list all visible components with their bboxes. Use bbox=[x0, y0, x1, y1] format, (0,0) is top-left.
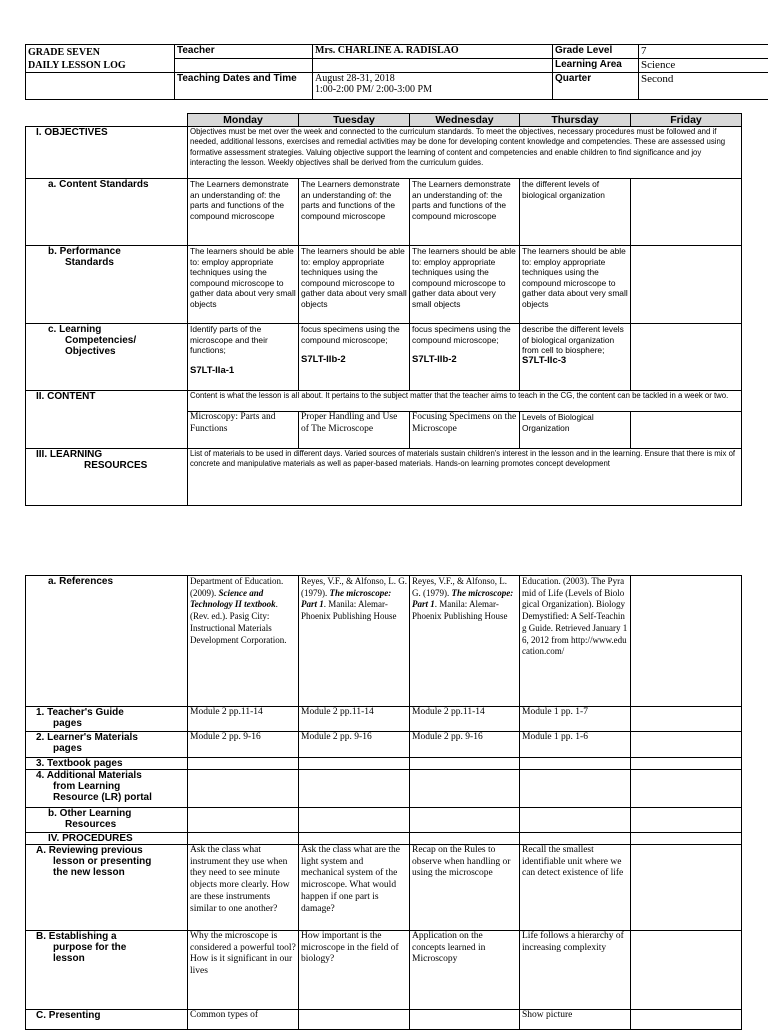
procedures-label: IV. PROCEDURES bbox=[26, 833, 188, 845]
performance-tuesday: The learners should be able to: employ appropriate techniques using the compound microscope to gather data about very small objects bbox=[299, 246, 410, 324]
tg-tuesday: Module 2 pp.11-14 bbox=[299, 707, 410, 732]
other-resources-label-line1: b. Other Learning bbox=[48, 808, 185, 819]
teacher-name: Mrs. CHARLINE A. RADISLAO bbox=[313, 45, 553, 59]
references-tuesday bbox=[299, 576, 410, 707]
learning-area-label: Learning Area bbox=[553, 59, 639, 73]
ref-wednesday-post: . Manila: Alemar-Phoenix Publishing House bbox=[412, 599, 508, 621]
objectives-label: I. OBJECTIVES bbox=[26, 127, 188, 179]
teachers-guide-label bbox=[26, 707, 188, 732]
header-table bbox=[25, 44, 768, 100]
tb-thursday bbox=[520, 758, 631, 770]
tg-monday: Module 2 pp.11-14 bbox=[188, 707, 299, 732]
proc-tuesday bbox=[299, 833, 410, 845]
content-standards-tuesday: The Learners demonstrate an understanding of: the parts and functions of the compound microscope bbox=[299, 179, 410, 246]
grade-level-label: Grade Level bbox=[553, 45, 639, 59]
teacher-label: Teacher bbox=[175, 45, 313, 59]
reviewing-friday bbox=[631, 845, 742, 931]
ref-tuesday-post: . Manila: Alemar-Phoenix Publishing House bbox=[301, 599, 397, 621]
dates-label: Teaching Dates and Time bbox=[175, 73, 313, 100]
establishing-friday bbox=[631, 931, 742, 1010]
textbook-pages-label: 3. Textbook pages bbox=[26, 758, 188, 770]
reviewing-label-line1: A. Reviewing previous bbox=[36, 845, 185, 856]
content-monday: Microscopy: Parts and Functions bbox=[188, 412, 299, 449]
content-standards-monday: The Learners demonstrate an understanding of: the parts and functions of the compound microscope bbox=[188, 179, 299, 246]
learners-materials-label bbox=[26, 732, 188, 758]
learning-resources-label bbox=[26, 449, 188, 506]
performance-label-line2: Standards bbox=[48, 257, 185, 268]
reviewing-wednesday: Recap on the Rules to observe when handling or using the microscope bbox=[410, 845, 520, 931]
additional-materials-label bbox=[26, 770, 188, 808]
content-label: II. CONTENT bbox=[26, 391, 188, 449]
tb-tuesday bbox=[299, 758, 410, 770]
presenting-friday bbox=[631, 1010, 742, 1030]
competency-tuesday-code: S7LT-IIb-2 bbox=[301, 355, 407, 366]
ref-monday-title: Science and Technology II textbook bbox=[190, 588, 276, 610]
performance-label-line1: b. Performance bbox=[48, 246, 185, 257]
day-header-blank bbox=[26, 114, 188, 127]
establishing-label bbox=[26, 931, 188, 1010]
presenting-wednesday bbox=[410, 1010, 520, 1030]
tg-friday bbox=[631, 707, 742, 732]
lesson-log-table-2 bbox=[25, 575, 742, 1030]
dates-value bbox=[313, 73, 553, 100]
references-wednesday bbox=[410, 576, 520, 707]
competency-thursday bbox=[520, 324, 631, 391]
day-friday: Friday bbox=[631, 114, 742, 127]
presenting-label: C. Presenting bbox=[26, 1010, 188, 1030]
proc-thursday bbox=[520, 833, 631, 845]
or-thursday bbox=[520, 808, 631, 833]
establishing-label-line3: lesson bbox=[36, 953, 185, 964]
day-tuesday: Tuesday bbox=[299, 114, 410, 127]
competency-tuesday bbox=[299, 324, 410, 391]
tb-monday bbox=[188, 758, 299, 770]
competency-friday bbox=[631, 324, 742, 391]
learning-resources-label-line1: III. LEARNING bbox=[36, 449, 185, 460]
presenting-tuesday bbox=[299, 1010, 410, 1030]
or-friday bbox=[631, 808, 742, 833]
or-monday bbox=[188, 808, 299, 833]
additional-materials-label-line3: Resource (LR) portal bbox=[36, 792, 185, 803]
school-title-line2: DAILY LESSON LOG bbox=[28, 59, 172, 72]
content-standards-wednesday: The Learners demonstrate an understanding of: the parts and functions of the compound microscope bbox=[410, 179, 520, 246]
am-friday bbox=[631, 770, 742, 808]
or-tuesday bbox=[299, 808, 410, 833]
establishing-label-line1: B. Establishing a bbox=[36, 931, 185, 942]
competency-monday-code: S7LT-IIa-1 bbox=[190, 366, 296, 377]
competency-thursday-code: S7LT-IIc-3 bbox=[522, 356, 628, 367]
teachers-guide-label-line1: 1. Teacher's Guide bbox=[36, 707, 185, 718]
competency-monday-text: Identify parts of the microscope and their functions; bbox=[190, 324, 296, 356]
title-blank bbox=[26, 73, 175, 100]
teachers-guide-label-line2: pages bbox=[36, 718, 185, 729]
presenting-thursday: Show picture bbox=[520, 1010, 631, 1030]
competency-wednesday-code: S7LT-IIb-2 bbox=[412, 355, 517, 366]
references-monday bbox=[188, 576, 299, 707]
tg-wednesday: Module 2 pp.11-14 bbox=[410, 707, 520, 732]
lm-tuesday: Module 2 pp. 9-16 bbox=[299, 732, 410, 758]
performance-standards-label bbox=[26, 246, 188, 324]
ref-tuesday-pre: Reyes, V.F., & Alfonso, L. G. (1979). bbox=[301, 576, 407, 598]
performance-thursday: The learners should be able to: employ appropriate techniques using the compound microscope to gather data about very small objects bbox=[520, 246, 631, 324]
lesson-log-table-1 bbox=[25, 113, 742, 506]
competencies-label-line3: Objectives bbox=[48, 346, 185, 357]
references-friday bbox=[631, 576, 742, 707]
learning-area-value: Science bbox=[639, 59, 768, 73]
lm-wednesday: Module 2 pp. 9-16 bbox=[410, 732, 520, 758]
establishing-thursday: Life follows a hierarchy of increasing complexity bbox=[520, 931, 631, 1010]
learners-materials-label-line1: 2. Learner's Materials bbox=[36, 732, 185, 743]
day-thursday: Thursday bbox=[520, 114, 631, 127]
school-title-line1: GRADE SEVEN bbox=[28, 46, 172, 59]
day-monday: Monday bbox=[188, 114, 299, 127]
teacher-blank bbox=[175, 59, 313, 73]
proc-wednesday bbox=[410, 833, 520, 845]
ref-monday-pre: Department of Education. (2009). bbox=[190, 576, 283, 598]
school-title bbox=[26, 45, 175, 73]
proc-friday bbox=[631, 833, 742, 845]
competency-wednesday-text: focus specimens using the compound microscope; bbox=[412, 324, 517, 345]
competencies-label bbox=[26, 324, 188, 391]
performance-wednesday: The learners should be able to: employ appropriate techniques using the compound microscope to gather data about very small objects bbox=[410, 246, 520, 324]
dates-line2: 1:00-2:00 PM/ 2:00-3:00 PM bbox=[315, 84, 550, 95]
other-resources-label bbox=[26, 808, 188, 833]
references-thursday: Education. (2003). The Pyramid of Life (Levels of Biological Organization). Biology Demystified: A Self-Teaching Guide. Retrieved January 16, 2012 from http://www.education.com/ bbox=[520, 576, 631, 707]
content-standards-label: a. Content Standards bbox=[26, 179, 188, 246]
presenting-monday: Common types of bbox=[188, 1010, 299, 1030]
content-tuesday: Proper Handling and Use of The Microscope bbox=[299, 412, 410, 449]
content-text: Content is what the lesson is all about. It pertains to the subject matter that the teacher aims to teach in the CG, the content can be tackled in a week or two. bbox=[188, 391, 742, 412]
competency-thursday-text: describe the different levels of biological organization from cell to biosphere; bbox=[522, 324, 628, 356]
learners-materials-label-line2: pages bbox=[36, 743, 185, 754]
performance-friday bbox=[631, 246, 742, 324]
establishing-wednesday: Application on the concepts learned in Microscopy bbox=[410, 931, 520, 1010]
reviewing-thursday: Recall the smallest identifiable unit where we can detect existence of life bbox=[520, 845, 631, 931]
establishing-tuesday: How important is the microscope in the field of biology? bbox=[299, 931, 410, 1010]
reviewing-label-line3: the new lesson bbox=[36, 867, 185, 878]
reviewing-label bbox=[26, 845, 188, 931]
lm-monday: Module 2 pp. 9-16 bbox=[188, 732, 299, 758]
quarter-label: Quarter bbox=[553, 73, 639, 100]
am-monday bbox=[188, 770, 299, 808]
objectives-text: Objectives must be met over the week and connected to the curriculum standards. To meet the objectives, necessary procedures must be followed and if needed, additional lessons, exercises and remedial activities may be done for developing content knowledge and competencies. These are assessed using formative assessment strategies. Valuing objective support the learning of content and competencies and enable children to find significance and joy interacting the lesson. Weekly objectives shall be derived from the curriculum guides. bbox=[188, 127, 742, 179]
performance-monday: The learners should be able to: employ appropriate techniques using the compound microscope to gather data about very small objects bbox=[188, 246, 299, 324]
content-thursday: Levels of Biological Organization bbox=[520, 412, 631, 449]
competency-wednesday bbox=[410, 324, 520, 391]
establishing-monday: Why the microscope is considered a powerful tool? How is it significant in our lives bbox=[188, 931, 299, 1010]
content-wednesday: Focusing Specimens on the Microscope bbox=[410, 412, 520, 449]
dates-line1: August 28-31, 2018 bbox=[315, 73, 550, 84]
reviewing-tuesday: Ask the class what are the light system and mechanical system of the microscope. What would happen if one part is damage? bbox=[299, 845, 410, 931]
references-label: a. References bbox=[26, 576, 188, 707]
ref-wednesday-title: The microscope: Part 1 bbox=[412, 588, 513, 610]
learning-resources-label-line2: RESOURCES bbox=[36, 460, 185, 471]
or-wednesday bbox=[410, 808, 520, 833]
am-thursday bbox=[520, 770, 631, 808]
tb-wednesday bbox=[410, 758, 520, 770]
grade-level-value: 7 bbox=[639, 45, 768, 59]
tg-thursday: Module 1 pp. 1-7 bbox=[520, 707, 631, 732]
am-tuesday bbox=[299, 770, 410, 808]
quarter-value: Second bbox=[639, 73, 768, 100]
reviewing-label-line2: lesson or presenting bbox=[36, 856, 185, 867]
proc-monday bbox=[188, 833, 299, 845]
lm-thursday: Module 1 pp. 1-6 bbox=[520, 732, 631, 758]
ref-tuesday-title: The microscope: Part 1 bbox=[301, 588, 391, 610]
lm-friday bbox=[631, 732, 742, 758]
content-standards-friday bbox=[631, 179, 742, 246]
day-wednesday: Wednesday bbox=[410, 114, 520, 127]
additional-materials-label-line1: 4. Additional Materials bbox=[36, 770, 185, 781]
content-friday bbox=[631, 412, 742, 449]
teacher-name-blank bbox=[313, 59, 553, 73]
ref-monday-post: . (Rev. ed.). Pasig City: Instructional Materials Development Corporation. bbox=[190, 599, 286, 644]
reviewing-monday: Ask the class what instrument they use when they need to see minute objects more clearly. How are these instruments similar to one another? bbox=[188, 845, 299, 931]
establishing-label-line2: purpose for the bbox=[36, 942, 185, 953]
tb-friday bbox=[631, 758, 742, 770]
am-wednesday bbox=[410, 770, 520, 808]
ref-wednesday-pre: Reyes, V.F., & Alfonso, L. G. (1979). bbox=[412, 576, 507, 598]
competency-monday bbox=[188, 324, 299, 391]
content-standards-thursday: the different levels of biological organization bbox=[520, 179, 631, 246]
learning-resources-text: List of materials to be used in different days. Varied sources of materials sustain children's interest in the lesson and in the learning. Ensure that there is mix of concrete and manipulative materials as well as paper-based materials. Hands-on learning promotes concept development bbox=[188, 449, 742, 506]
other-resources-label-line2: Resources bbox=[48, 819, 185, 830]
additional-materials-label-line2: from Learning bbox=[36, 781, 185, 792]
competencies-label-line2: Competencies/ bbox=[48, 335, 185, 346]
competencies-label-line1: c. Learning bbox=[48, 324, 185, 335]
competency-tuesday-text: focus specimens using the compound microscope; bbox=[301, 324, 407, 345]
